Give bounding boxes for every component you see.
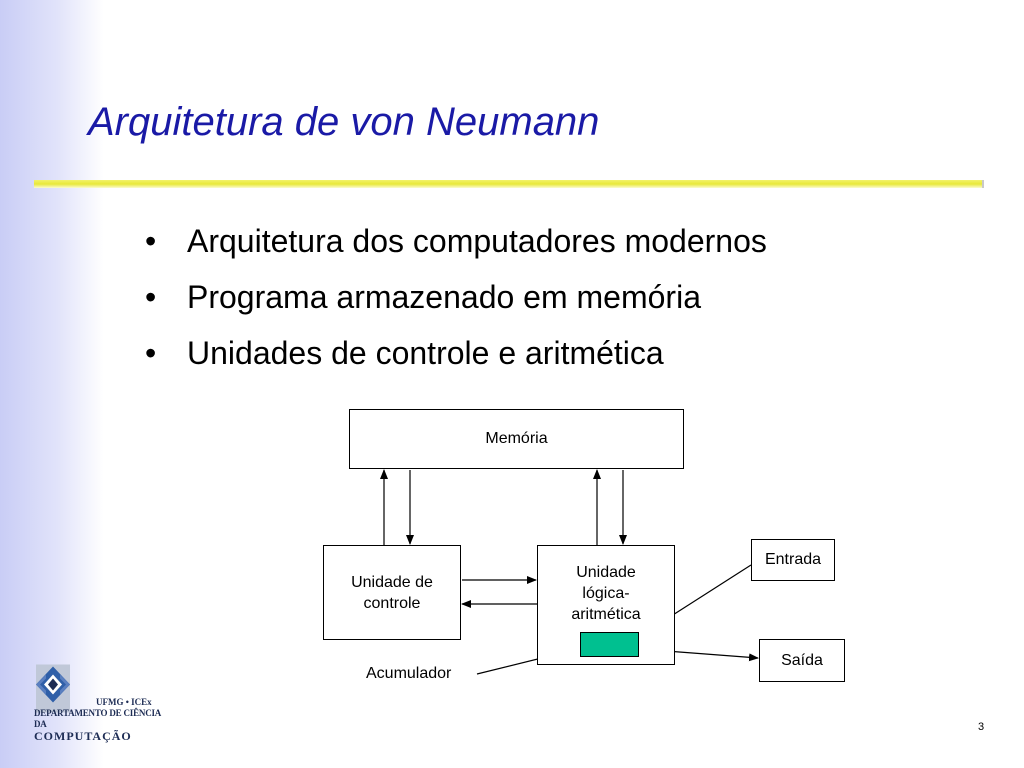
ula-label-line1: Unidade	[576, 564, 636, 581]
memoria-box: Memória	[349, 409, 684, 469]
bullet-text: Unidades de controle e aritmética	[187, 335, 664, 371]
unidade-controle-label-line1: Unidade de	[351, 574, 433, 591]
bullet-dot-icon: •	[145, 279, 157, 315]
acumulador-label: Acumulador	[366, 665, 452, 682]
acumulador-register	[580, 632, 639, 657]
slide-title: Arquitetura de von Neumann	[88, 100, 600, 144]
logo-line-departamento: DEPARTAMENTO DE CIÊNCIA DA	[34, 708, 161, 729]
bullet-text: Programa armazenado em memória	[187, 279, 701, 315]
saida-box: Saída	[759, 639, 845, 682]
unidade-controle-label-line2: controle	[363, 595, 421, 612]
bullet-dot-icon: •	[145, 223, 157, 259]
ula-label-line2: lógica-	[582, 585, 630, 602]
entrada-box: Entrada	[751, 539, 835, 581]
bullet-dot-icon: •	[145, 335, 157, 371]
unidade-controle-box	[323, 545, 461, 640]
dcc-logo-text	[34, 697, 169, 743]
logo-line-ufmg: UFMG • ICEx	[96, 697, 152, 707]
page-number: 3	[978, 721, 985, 733]
logo-line-computacao: COMPUTAÇÃO	[34, 729, 132, 743]
ula-label-line3: aritmética	[571, 606, 641, 623]
bullet-text: Arquitetura dos computadores modernos	[187, 223, 767, 259]
